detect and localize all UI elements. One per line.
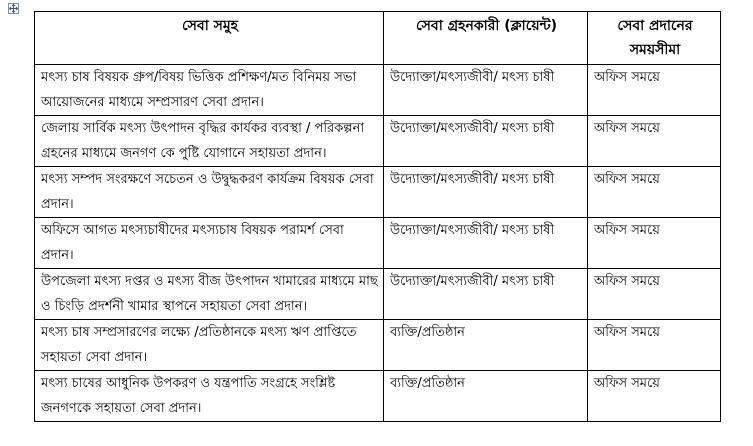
- cell-recipient: উদ্যোক্তা/মৎস্যজীবী/ মৎস্য চাষী: [384, 269, 588, 320]
- table-row: [35, 269, 721, 320]
- cell-service: মৎস্য চাষ সম্প্রসারণের লক্ষ্যে /প্রতিষ্ঠানকে মৎস্য ঋণ প্রাপ্তিতে সহায়তা সেবা প্রদান।: [35, 320, 384, 371]
- table-row: [35, 65, 721, 116]
- services-table: [34, 11, 721, 422]
- cell-recipient: ব্যক্তি/প্রতিষ্ঠান: [384, 371, 588, 422]
- cell-recipient: উদ্যোক্তা/মৎস্যজীবী/ মৎস্য চাষী: [384, 218, 588, 269]
- cell-service: অফিসে আগত মৎস্যচাষীদের মৎস্যচাষ বিষয়ক পরামর্শ সেবা প্রদান।: [35, 218, 384, 269]
- cell-recipient: উদ্যোক্তা/মৎস্যজীবী/ মৎস্য চাষী: [384, 65, 588, 116]
- table-row: [35, 320, 721, 371]
- table-move-handle-icon[interactable]: [8, 3, 19, 14]
- table-header-row: [35, 12, 721, 65]
- cell-timeframe: অফিস সময়ে: [588, 116, 721, 167]
- cell-recipient: উদ্যোক্তা/মৎস্যজীবী/ মৎস্য চাষী: [384, 167, 588, 218]
- cell-timeframe: অফিস সময়ে: [588, 320, 721, 371]
- cell-service: উপজেলা মৎস্য দপ্তর ও মৎস্য বীজ উৎপাদন খামারের মাধ্যমে মাছ ও চিংড়ি প্রদর্শনী খামার স্থাপনে সহায়তা সেবা প্রদান।: [35, 269, 384, 320]
- table-row: [35, 371, 721, 422]
- cell-service: মৎস্য চাষের আধুনিক উপকরণ ও যন্ত্রপাতি সংগ্রহে সংশ্লিষ্ট জনগণকে সহায়তা সেবা প্রদান।: [35, 371, 384, 422]
- header-timeframe: সেবা প্রদানের সময়সীমা: [588, 12, 721, 65]
- table-row: [35, 116, 721, 167]
- cell-service: মৎস্য চাষ বিষয়ক গ্রুপ/বিষয় ভিত্তিক প্রশিক্ষণ/মত বিনিময় সভা আয়োজনের মাধ্যমে সম্প্রসারণ সেবা প্রদান।: [35, 65, 384, 116]
- cell-timeframe: অফিস সময়ে: [588, 167, 721, 218]
- cell-service: জেলায় সার্বিক মৎস্য উৎপাদন বৃদ্ধির কার্যকর ব্যবস্থা / পরিকল্পনা গ্রহনের মাধ্যমে জনগণ কে পুষ্টি যোগানে সহায়তা প্রদান।: [35, 116, 384, 167]
- table-row: [35, 218, 721, 269]
- header-service: সেবা সমুহ: [35, 12, 384, 65]
- cell-recipient: উদ্যোক্তা/মৎস্যজীবী/ মৎস্য চাষী: [384, 116, 588, 167]
- cell-timeframe: অফিস সময়ে: [588, 65, 721, 116]
- cell-service: মৎস্য সম্পদ সংরক্ষণে সচেতন ও উদ্বুদ্ধকরণ কার্যক্রম বিষয়ক সেবা প্রদান।: [35, 167, 384, 218]
- table-row: [35, 167, 721, 218]
- cell-timeframe: অফিস সময়ে: [588, 218, 721, 269]
- header-recipient: সেবা গ্রহনকারী (ক্লায়েন্ট): [384, 12, 588, 65]
- cell-recipient: ব্যক্তি/প্রতিষ্ঠান: [384, 320, 588, 371]
- cell-timeframe: অফিস সময়ে: [588, 371, 721, 422]
- cell-timeframe: অফিস সময়ে: [588, 269, 721, 320]
